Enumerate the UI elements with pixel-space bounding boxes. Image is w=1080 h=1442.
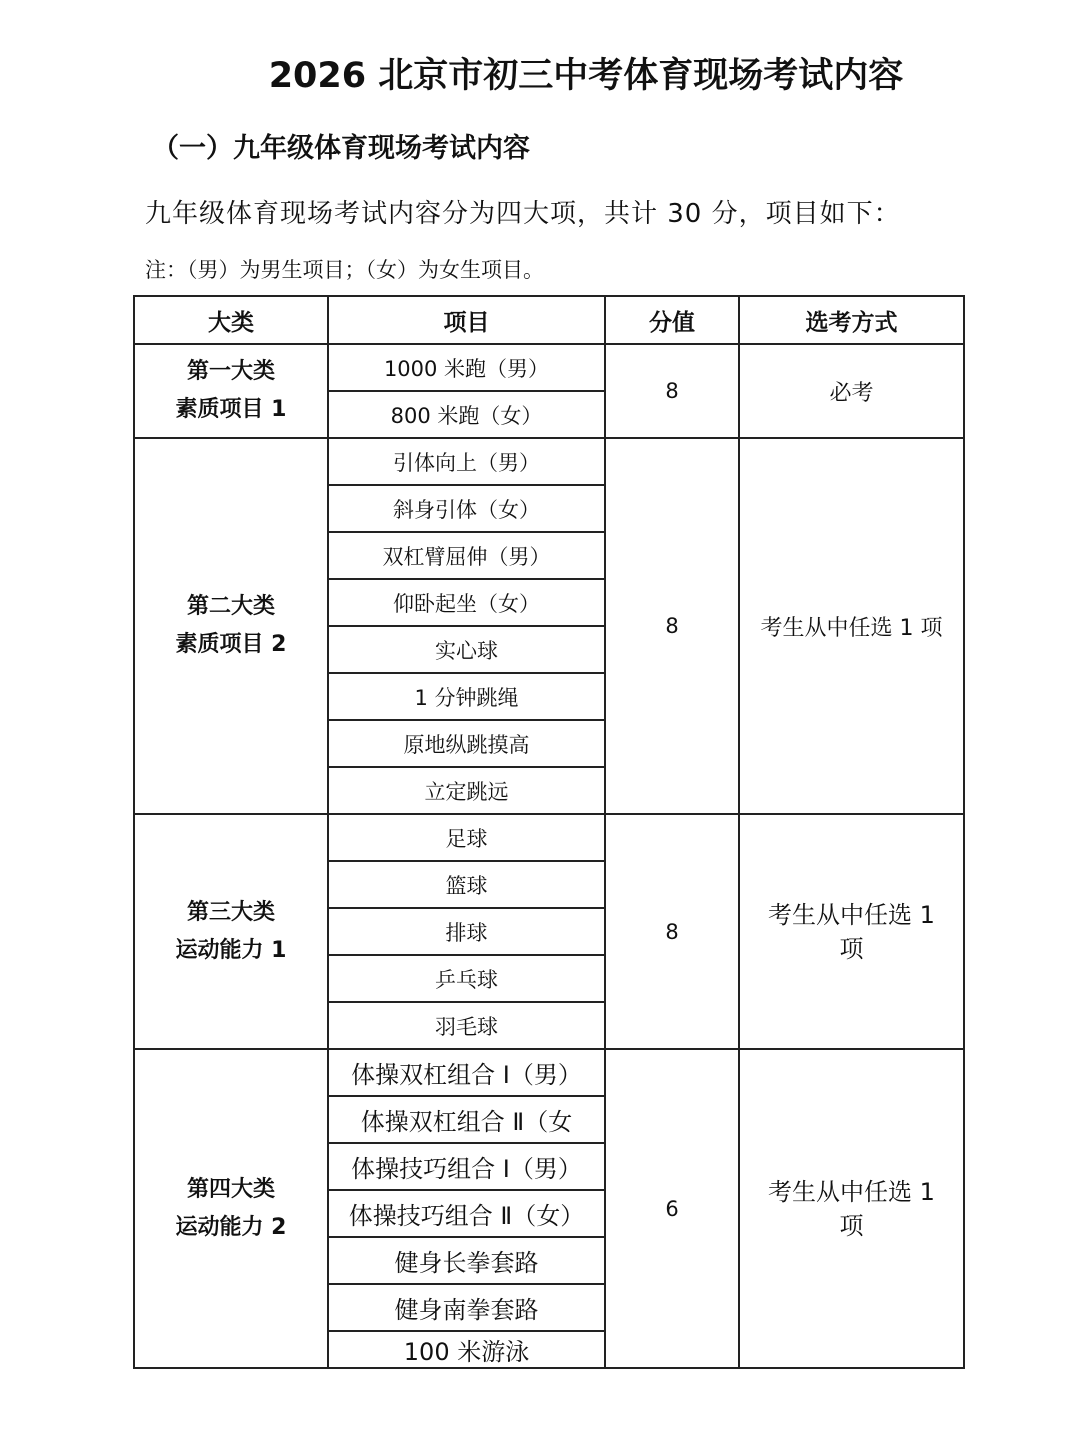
table-row: [134, 344, 964, 391]
category-label: 运动能力 2: [175, 1214, 287, 1240]
item-cell: 立定跳远: [328, 767, 605, 814]
item-cell: 篮球: [328, 861, 605, 908]
method-cell: 考生从中任选 1 项: [739, 814, 964, 1049]
method-cell: 考生从中任选 1 项: [739, 1049, 964, 1368]
item-cell: 体操技巧组合 Ⅰ（男）: [328, 1143, 605, 1190]
item-cell: 1000 米跑（男）: [328, 344, 605, 391]
item-cell: 斜身引体（女）: [328, 485, 605, 532]
item-cell: 体操双杠组合 Ⅱ（女: [328, 1096, 605, 1143]
category-label: 第二大类: [186, 594, 275, 619]
header-category: 大类: [134, 296, 328, 344]
table-row: [134, 1049, 964, 1096]
item-cell: 原地纵跳摸高: [328, 720, 605, 767]
intro-text: 九年级体育现场考试内容分为四大项，共计 30 分，项目如下：: [145, 199, 901, 229]
category-label: 第四大类: [186, 1176, 275, 1202]
item-cell: 排球: [328, 908, 605, 955]
item-cell: 1 分钟跳绳: [328, 673, 605, 720]
category-label: 第一大类: [186, 359, 275, 384]
item-cell: 双杠臂屈伸（男）: [328, 532, 605, 579]
category-label: 第三大类: [186, 899, 275, 925]
header-score: 分值: [605, 296, 739, 344]
method-cell: 必考: [739, 344, 964, 438]
exam-content-table: [133, 295, 965, 1369]
item-cell: 羽毛球: [328, 1002, 605, 1049]
note-text: 注：（男）为男生项目；（女）为女生项目。: [145, 258, 544, 282]
table-body: [134, 344, 964, 1368]
item-cell: 体操双杠组合 Ⅰ（男）: [328, 1049, 605, 1096]
score-cell: 6: [605, 1049, 739, 1368]
item-cell: 800 米跑（女）: [328, 391, 605, 438]
category-cell: [134, 1049, 328, 1368]
category-cell: [134, 814, 328, 1049]
document-title: 2026 北京市初三中考体育现场考试内容: [268, 56, 904, 96]
score-cell: 8: [605, 814, 739, 1049]
item-cell: 体操技巧组合 Ⅱ（女）: [328, 1190, 605, 1237]
header-method: 选考方式: [739, 296, 964, 344]
category-cell: [134, 438, 328, 814]
table-row: [134, 438, 964, 485]
category-label: 素质项目 1: [175, 397, 287, 422]
score-cell: 8: [605, 344, 739, 438]
item-cell: 健身长拳套路: [328, 1237, 605, 1284]
item-cell: 健身南拳套路: [328, 1284, 605, 1331]
item-cell: 实心球: [328, 626, 605, 673]
category-label: 素质项目 2: [175, 632, 287, 657]
item-cell: 足球: [328, 814, 605, 861]
method-cell: 考生从中任选 1 项: [739, 438, 964, 814]
header-item: 项目: [328, 296, 605, 344]
item-cell: 仰卧起坐（女）: [328, 579, 605, 626]
item-cell: 引体向上（男）: [328, 438, 605, 485]
item-cell: 乒乓球: [328, 955, 605, 1002]
category-cell: [134, 344, 328, 438]
table-row: [134, 814, 964, 861]
table-header-row: [134, 296, 964, 344]
score-cell: 8: [605, 438, 739, 814]
category-label: 运动能力 1: [175, 937, 287, 963]
section-heading: （一）九年级体育现场考试内容: [152, 133, 530, 164]
item-cell: 100 米游泳: [328, 1331, 605, 1368]
